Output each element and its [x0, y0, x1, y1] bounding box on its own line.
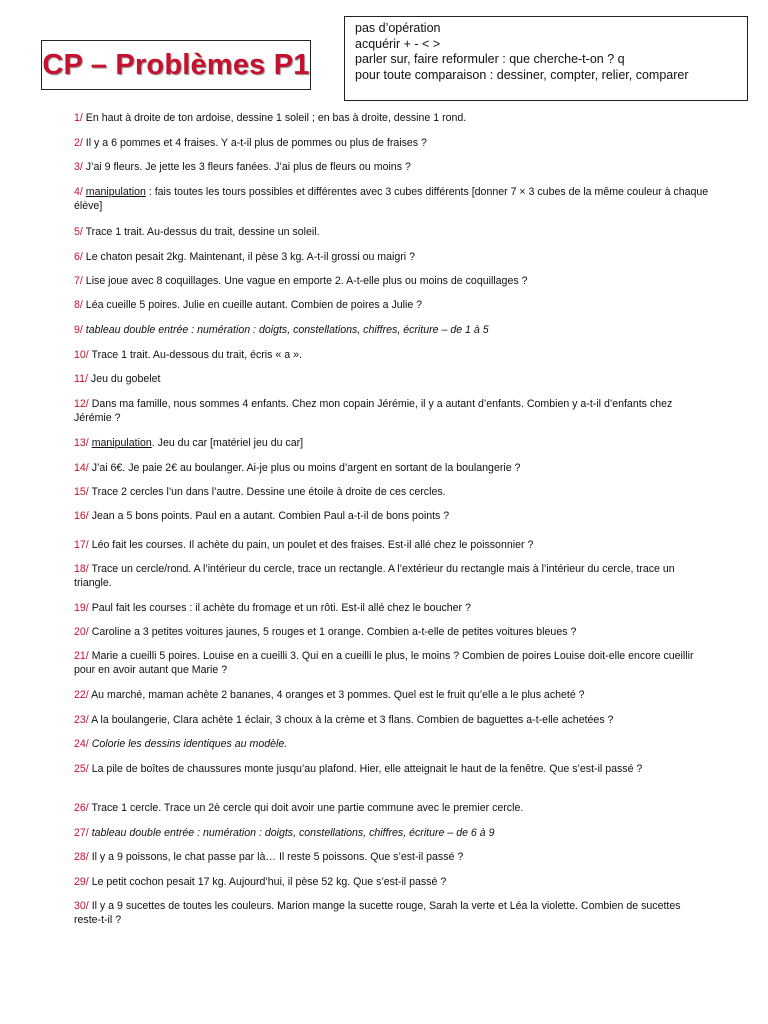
problem-text: Jeu du gobelet	[90, 373, 161, 385]
problem-number: 8/	[74, 299, 83, 311]
problem-text: Il y a 9 sucettes de toutes les couleurs. Marion mange la sucette rouge, Sarah la verte et Léa la violette. Combien de sucettes reste-t-il ?	[74, 900, 681, 926]
problem-text: A la boulangerie, Clara achète 1 éclair, 3 choux à la crème et 3 flans. Combien de baguettes a-t-elle achetées ?	[91, 714, 614, 726]
problem-number: 16/	[74, 510, 89, 522]
problem-item	[74, 298, 710, 312]
problem-text: tableau double entrée : numération : doigts, constellations, chiffres, écriture – de 6 à 9	[91, 827, 495, 839]
problem-item	[74, 436, 710, 450]
problem-number: 30/	[74, 900, 89, 912]
problem-number: 11/	[74, 373, 88, 385]
note-line: parler sur, faire reformuler : que cherche-t-on ? q	[355, 52, 625, 66]
problem-item	[74, 323, 710, 337]
problem-text: : fais toutes les tours possibles et différentes avec 3 cubes différents [donner 7 × 3 cubes de la même couleur à chaque élève]	[74, 186, 709, 212]
problem-text: Trace 2 cercles l’un dans l’autre. Dessine une étoile à droite de ces cercles.	[91, 486, 446, 498]
problem-item	[74, 713, 710, 727]
problem-text: La pile de boîtes de chaussures monte jusqu’au plafond. Hier, elle atteignait le haut de la fenêtre. Que s’est-il passé ?	[91, 763, 643, 775]
problem-text: Trace un cercle/rond. A l’intérieur du cercle, trace un rectangle. A l’extérieur du rectangle mais à l’intérieur du cercle, trace un triangle.	[74, 563, 675, 589]
problem-item	[74, 826, 710, 840]
problem-number: 7/	[74, 275, 83, 287]
problem-text: Lise joue avec 8 coquillages. Une vague en emporte 2. A-t-elle plus ou moins de coquillages ?	[85, 275, 528, 287]
problem-text: Léo fait les courses. Il achète du pain, un poulet et des fraises. Est-il allé chez le poissonnier ?	[91, 539, 534, 551]
problem-text: En haut à droite de ton ardoise, dessine 1 soleil ; en bas à droite, dessine 1 rond.	[85, 112, 467, 124]
problem-item	[74, 348, 710, 362]
problem-number: 13/	[74, 437, 89, 449]
problem-item	[74, 485, 710, 499]
problem-item	[74, 111, 710, 125]
problem-number: 5/	[74, 226, 83, 238]
problem-text: . Jeu du car [matériel jeu du car]	[151, 437, 304, 449]
problem-item	[74, 762, 710, 776]
problem-item	[74, 185, 710, 213]
problem-item	[74, 875, 710, 889]
problem-item	[74, 372, 710, 386]
problem-item	[74, 850, 710, 864]
problem-item	[74, 274, 710, 288]
problem-number: 19/	[74, 602, 89, 614]
problem-number: 28/	[74, 851, 89, 863]
problem-number: 18/	[74, 563, 89, 575]
problem-item	[74, 160, 710, 174]
problem-item	[74, 250, 710, 264]
note-line: pas d’opération	[355, 21, 441, 35]
problem-text: tableau double entrée : numération : doigts, constellations, chiffres, écriture – de 1 à 5	[85, 324, 489, 336]
problem-number: 9/	[74, 324, 83, 336]
problem-text: Caroline a 3 petites voitures jaunes, 5 rouges et 1 orange. Combien a-t-elle de petites voitures bleues ?	[91, 626, 577, 638]
page-title: CP – Problèmes P1	[42, 48, 310, 81]
problem-number: 23/	[74, 714, 89, 726]
problem-text: Trace 1 cercle. Trace un 2è cercle qui doit avoir une partie commune avec le premier cercle.	[91, 802, 524, 814]
problem-text: J’ai 6€. Je paie 2€ au boulanger. Ai-je plus ou moins d’argent en sortant de la boulangerie ?	[91, 462, 521, 474]
problem-lead: manipulation	[85, 186, 146, 198]
note-line: pour toute comparaison : dessiner, compter, relier, comparer	[355, 67, 689, 82]
problem-number: 20/	[74, 626, 89, 638]
problem-item	[74, 899, 710, 927]
problem-text: Le chaton pesait 2kg. Maintenant, il pèse 3 kg. A-t-il grossi ou maigri ?	[85, 251, 415, 263]
problem-text: Le petit cochon pesait 17 kg. Aujourd’hui, il pèse 52 kg. Que s’est-il passé ?	[91, 876, 447, 888]
problem-item	[74, 461, 710, 475]
problem-number: 22/	[74, 689, 89, 701]
problem-text: Trace 1 trait. Au-dessus du trait, dessine un soleil.	[85, 226, 320, 238]
problem-item	[74, 801, 710, 815]
problem-item	[74, 649, 710, 677]
problem-text: Au marché, maman achète 2 bananes, 4 oranges et 3 pommes. Quel est le fruit qu’elle a le plus acheté ?	[91, 689, 585, 701]
problem-item	[74, 625, 710, 639]
problem-item	[74, 688, 710, 702]
problem-lead: manipulation	[91, 437, 152, 449]
problem-number: 2/	[74, 137, 83, 149]
problem-number: 15/	[74, 486, 89, 498]
problem-number: 12/	[74, 398, 89, 410]
problem-number: 6/	[74, 251, 83, 263]
teacher-notes-box	[344, 16, 748, 101]
problem-item	[74, 601, 710, 615]
problem-item	[74, 538, 710, 552]
problem-text: Il y a 6 pommes et 4 fraises. Y a-t-il plus de pommes ou plus de fraises ?	[85, 137, 427, 149]
note-line: acquérir + - < >	[355, 36, 441, 51]
problem-number: 4/	[74, 186, 83, 198]
problem-item	[74, 509, 710, 523]
problem-number: 21/	[74, 650, 89, 662]
title-box	[41, 40, 311, 90]
problem-number: 27/	[74, 827, 89, 839]
problem-text: Paul fait les courses : il achète du fromage et un rôti. Est-il allé chez le boucher ?	[91, 602, 471, 614]
problem-text: Colorie les dessins identiques au modèle.	[91, 738, 288, 750]
problem-number: 24/	[74, 738, 89, 750]
problem-text: J’ai 9 fleurs. Je jette les 3 fleurs fanées. J’ai plus de fleurs ou moins ?	[85, 161, 411, 173]
problem-number: 10/	[74, 349, 89, 361]
problem-item	[74, 225, 710, 239]
problem-text: Marie a cueilli 5 poires. Louise en a cueilli 3. Qui en a cueilli le plus, le moins ? Combien de poires Louise doit-elle encore cueillir pour en avoir autant que Marie ?	[74, 650, 694, 676]
problem-number: 14/	[74, 462, 89, 474]
problem-text: Léa cueille 5 poires. Julie en cueille autant. Combien de poires a Julie ?	[85, 299, 423, 311]
problem-item	[74, 397, 710, 425]
problem-item	[74, 136, 710, 150]
problem-number: 3/	[74, 161, 83, 173]
problem-number: 26/	[74, 802, 89, 814]
problem-item	[74, 562, 710, 590]
problem-number: 29/	[74, 876, 89, 888]
problem-item	[74, 737, 710, 751]
problem-text: Trace 1 trait. Au-dessous du trait, écris « a ».	[91, 349, 302, 361]
problem-text: Jean a 5 bons points. Paul en a autant. Combien Paul a-t-il de bons points ?	[91, 510, 450, 522]
problem-text: Dans ma famille, nous sommes 4 enfants. Chez mon copain Jérémie, il y a autant d’enfants. Combien y a-t-il d’enfants chez Jérémie ?	[74, 398, 673, 424]
problem-number: 25/	[74, 763, 89, 775]
problem-number: 17/	[74, 539, 89, 551]
problem-number: 1/	[74, 112, 83, 124]
problem-text: Il y a 9 poissons, le chat passe par là… Il reste 5 poissons. Que s’est-il passé ?	[91, 851, 464, 863]
